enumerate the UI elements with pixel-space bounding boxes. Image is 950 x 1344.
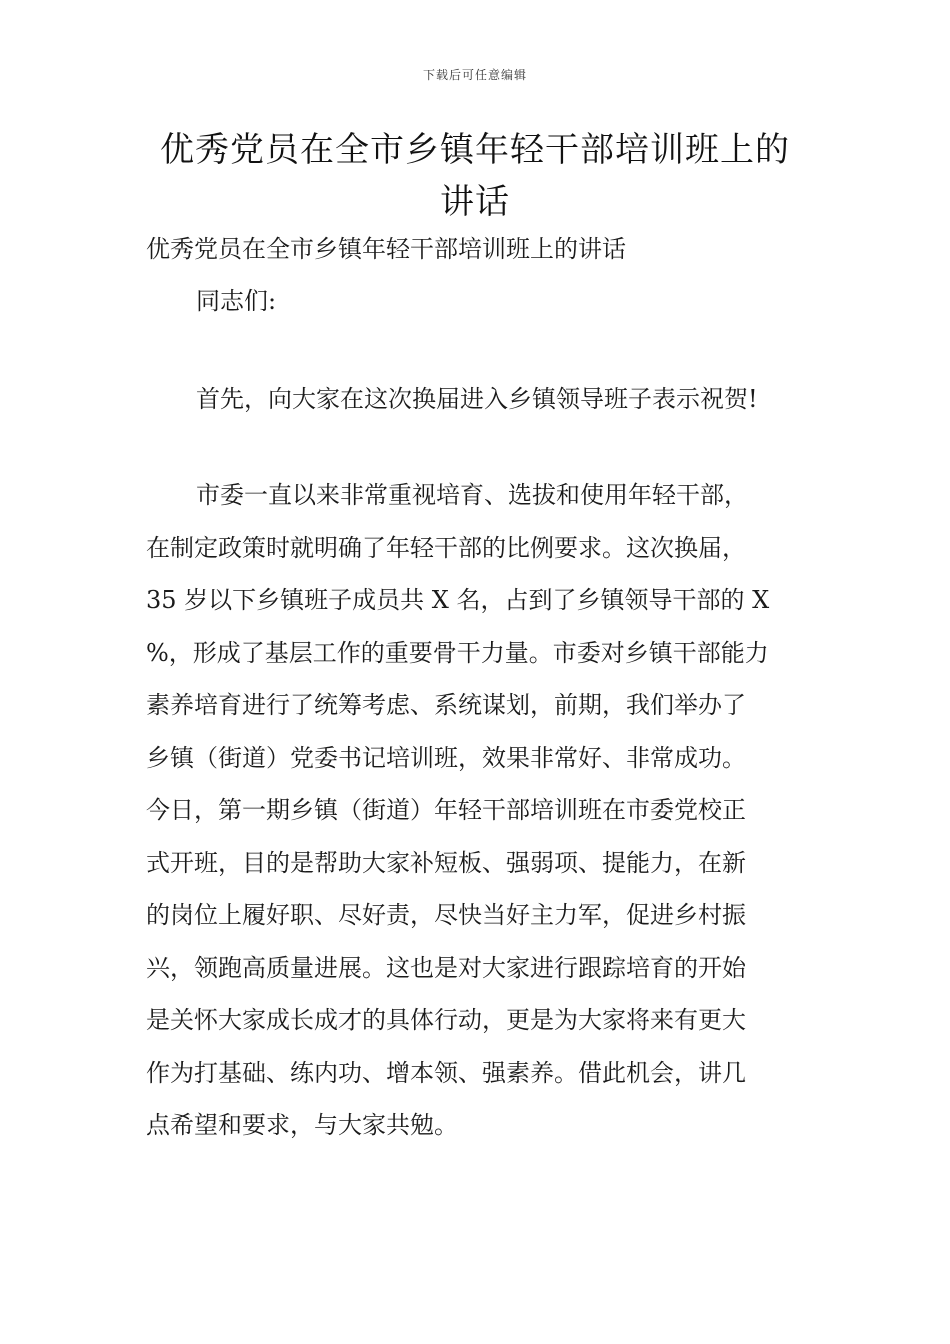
paragraph-line: 乡镇（街道）党委书记培训班，效果非常好、非常成功。	[146, 743, 746, 772]
paragraph-congratulations: 首先，向大家在这次换届进入乡镇领导班子表示祝贺!	[196, 385, 758, 413]
title-line: 讲话	[440, 182, 510, 222]
paragraph-main	[146, 478, 846, 1161]
paragraph-line: 式开班，目的是帮助大家补短板、强弱项、提能力，在新	[146, 848, 746, 877]
paragraph-line: 35 岁以下乡镇班子成员共 X 名，占到了乡镇领导干部的 X	[146, 586, 770, 614]
greeting: 同志们:	[196, 287, 277, 315]
title-line: 优秀党员在全市乡镇年轻干部培训班上的	[160, 130, 790, 170]
paragraph-line: 素养培育进行了统筹考虑、系统谋划，前期，我们举办了	[146, 691, 746, 719]
paragraph-line: 是关怀大家成长成才的具体行动，更是为大家将来有更大	[146, 1006, 746, 1034]
document-title	[100, 124, 850, 228]
paragraph-line: 在制定政策时就明确了年轻干部的比例要求。这次换届，	[146, 533, 746, 562]
paragraph-line: 今日，第一期乡镇（街道）年轻干部培训班在市委党校正	[146, 796, 746, 824]
paragraph-line: 兴，领跑高质量进展。这也是对大家进行跟踪培育的开始	[146, 953, 746, 982]
document-subtitle: 优秀党员在全市乡镇年轻干部培训班上的讲话	[146, 235, 626, 263]
paragraph-line: 作为打基础、练内功、增本领、强素养。借此机会，讲几	[146, 1058, 746, 1087]
paragraph-line: 市委一直以来非常重视培育、选拔和使用年轻干部，	[196, 481, 748, 509]
paragraph-line: 的岗位上履好职、尽好责，尽快当好主力军，促进乡村振	[146, 901, 746, 929]
paragraph-line: 点希望和要求，与大家共勉。	[146, 1111, 458, 1139]
paragraph-line: %，形成了基层工作的重要骨干力量。市委对乡镇干部能力	[146, 638, 769, 667]
header-note: 下载后可任意编辑	[422, 68, 527, 82]
